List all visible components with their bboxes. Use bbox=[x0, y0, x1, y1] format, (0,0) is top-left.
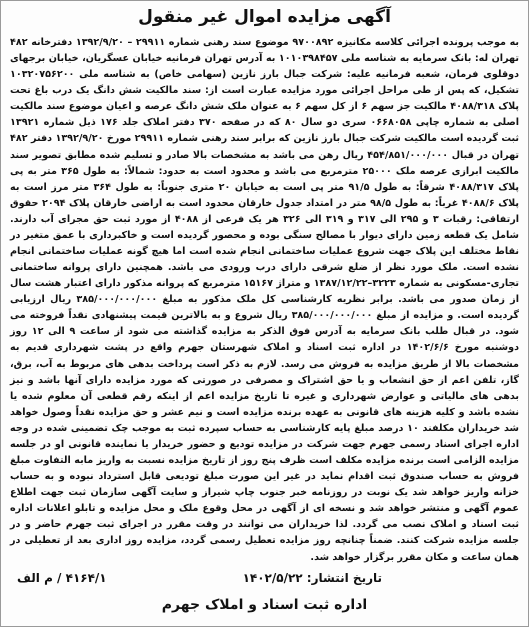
notice-body bbox=[10, 35, 519, 566]
publish-date-label: تاریخ انتشار: bbox=[306, 571, 382, 585]
publish-date-block bbox=[243, 571, 382, 585]
notice-footer bbox=[17, 571, 512, 591]
office-name: اداره ثبت اسناد و املاک جهرم bbox=[161, 597, 368, 613]
notice-paragraph: به موجب پرونده اجرائی کلاسه مکانیزه ۹۷۰۰۸۹۲ موضوع سند رهنی شماره ۲۹۹۱۱ – ۱۳۹۲/۹/۲۰ دفترخانه ۴۸۲ تهران له: بانک سرمایه به شناسه ملی ۱۰۱۰۳۹۸۴۵۷ به آدرس تهران فرمانیه خیابان عسگریان، خیابان برجهای دوقلوی فرمان، شعبه فرمانیه علیه: شرکت جبال بارز نازین (سهامی خاص) به شناسه ملی ۱۰۳۲۰۷۵۶۲۰۰ تشکیل، که پس از طی مراحل اجرائی مورد مزایده عبارت است از: سند مالکیت شش دانگ یک درب باغ تحت پلاک ۴۰۸۸/۳۱۸ مالکیت جز سهم ۶ از کل سهم ۶ به عنوان ملک شش دانگ عرصه و اعیان موضوع سند مالکیت اصلی به شماره چاپی ۰۶۶۸۰۵۸ سری دو سال ۸۰ که در صفحه ۳۷۰ دفتر املاک جلد ۱۷۶ ذیل شماره ۱۳۹۲۱ ثبت گردیده است مالکیت شرکت جبال بارز نازین که برابر سند رهنی شماره ۲۹۹۱۱ مورخ ۱۳۹۲/۹/۲۰ دفتر ۴۸۲ تهران در قبال ۴۵۴/۸۵۱/۰۰۰/۰۰۰ ریال رهن می باشد به مشخصات بالا صادر و تسلیم شده مطابق تصویر سند مالکیت ابرازی عرصه ملک ۲۵۰۰۰ مترمربع می باشد و محدود است به حدود: شمالاً: به طول ۳۶۵ متر به پی پلاک ۴۰۸۸/۳۱۷ شرقاً: به طول ۹۱/۵ متر پی است به خیابان ۲۰ متری جنوباً: به طول ۳۶۴ متر مرز است به پلاک ۴۰۸۸/۶ غرباً: به طول ۹۸/۵ متر در امتداد جدول خارقان محدود است به اراضی خارقان پلاک ۲۰۹۴ حقوق ارتفاقی: رقبات ۳ و ۲۹۵ الی ۳۱۷ و ۳۱۹ الی ۳۲۶ هر یک فرعی از ۴۰۸۸ از مورد ثبت حق مجرای آب دارند. شامل یک قطعه زمین دارای دیوار با مصالح سنگی بوده و محصور گردیده است و خاکبرداری با عمق متغیر در نقاط مختلف این پلاک جهت شروع عملیات ساختمانی انجام شده است اما هیچ گونه عملیات ساختمانی انجام نشده است. ملک مورد نظر از ضلع شرقی دارای درب ورودی می باشد. همچنین دارای پروانه ساختمانی تجاری-مسکونی به شماره ۳۲۲۳–۱۳۸۷/۱۲/۲۲ و متراژ ۱۵۱۶۷ مترمربع که پروانه مذکور دارای اعتبار هشت سال از زمان صدور می باشد. برابر نظریه کارشناسی کل ملک مذکور به مبلغ ۳۸۵/۰۰۰/۰۰۰/۰۰۰ ریال ارزیابی گردیده است. و مزایده از مبلغ ۳۸۵/۰۰۰/۰۰۰/۰۰۰ ریال شروع و به بالاترین قیمت پیشنهادی نقداً فروخته می شود. در قبال طلب بانک سرمایه به آدرس فوق الذکر به مزایده گذاشته می شود از ساعت ۹ الی ۱۲ روز دوشنبه مورخ ۱۴۰۲/۶/۶ در اداره ثبت اسناد و املاک شهرستان جهرم واقع در پشت شهرداری قدیم به مشخصات بالا از طریق مزایده به فروش می رسد. لازم به ذکر است پرداخت بدهی های مربوط به آب، برق، گاز، تلفن اعم از حق انشعاب و یا حق اشتراک و مصرفی در صورتی که مورد مزایده دارای آنها باشد و نیز بدهی های مالیاتی و عوارض شهرداری و غیره تا تاریخ مزایده اعم از اینکه رقم قطعی آن معلوم شده یا نشده باشد و کلیه هزینه های قانونی به عهده برنده مزایده است و نیم عشر و حق مزایده نقداً وصول خواهد شد خریداران مکلفند ۱۰ درصد مبلغ پایه کارشناسی به حساب سپرده ثبت به موجب چک تضمینی شده در وجه اداره اجرای اسناد رسمی جهرم جهت شرکت در مزایده تودیع و حضور خریدار یا نماینده قانونی او در جلسه مزایده الزامی است برنده مزایده مکلف است ظرف پنج روز از تاریخ مزایده نسبت به واریز مابه التفاوت مبلغ فروش به حساب صندوق ثبت اقدام نماید در غیر این صورت مبلغ تودیعی قابل استرداد نبوده و به حساب خزانه واریز خواهد شد یک نوبت در روزنامه خبر جنوب چاپ شیراز و سایت آگهی سازمان ثبت جهت اطلاع عموم آگهی و منتشر خواهد شد و نسخه ای از آگهی در محل وقوع ملک و محل مزایده و تابلو اعلانات اداره ثبت اسناد و املاک نصب می گردد. لذا خریداران می توانند در وقت مقرر در اجرای ثبت جهرم حاضر و در جلسه مزایده شرکت کنند. ضمناً چنانچه روز مزایده تعطیل رسمی گردد، مزایده روز اداری بعد از تعطیلی در همان ساعت و مکان مقرر برگزار خواهد شد. bbox=[10, 37, 520, 563]
publish-date-value: ۱۴۰۲/۵/۲۲ bbox=[242, 571, 303, 585]
reference-code: ۴۱۶۴/۱ / م الف bbox=[17, 571, 107, 585]
notice-title: آگهی مزایده اموال غیر منقول bbox=[138, 7, 391, 27]
